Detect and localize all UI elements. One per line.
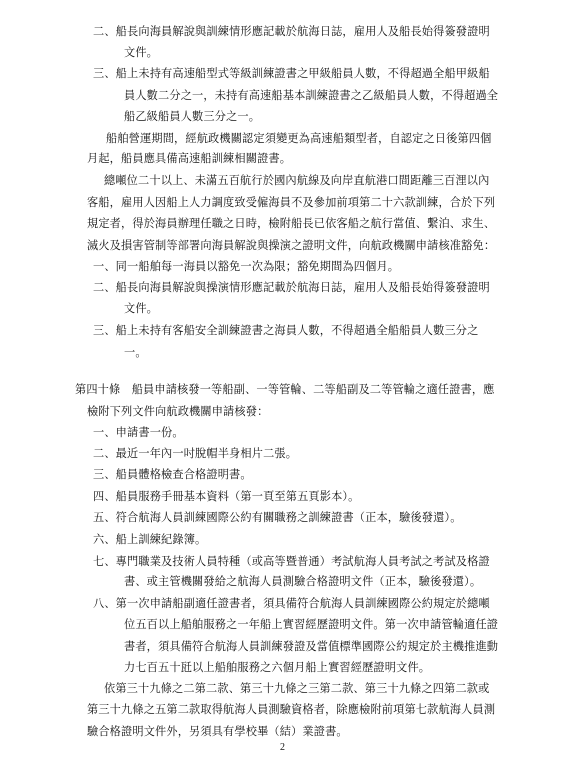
text-line: 六、船上訓練紀錄簿。	[93, 532, 207, 546]
text-line: 一、同一船舶每一海員以豁免一次為限；豁免期間為四個月。	[93, 260, 400, 274]
text-line: 一。	[124, 345, 147, 359]
text-line: 八、第一次申請船副適任證書者，須具備符合航海人員訓練國際公約規定於總噸	[93, 596, 490, 610]
text-line: 驗合格證明文件外，另須具有學校畢（結）業證書。	[87, 725, 348, 738]
text-line: 文件。	[124, 45, 159, 59]
text-line: 力七百五十瓩以上船舶服務之六個月船上實習經歷證明文件。	[124, 661, 431, 675]
text-line: 第三十九條之五第二款取得航海人員測驗資格者，除應檢附前項第七款航海人員測	[87, 703, 496, 717]
text-line: 檢附下列文件向航政機關申請核發：	[87, 404, 269, 418]
text-line: 書者，須具備符合航海人員訓練發證及當值標準國際公約規定於主機推進動	[124, 639, 499, 653]
text-line: 二、最近一年內一吋脫帽半身相片二張。	[93, 446, 298, 460]
text-line: 七、專門職業及技術人員特種（或高等暨普通）考試航海人員考試之考試及格證	[93, 554, 490, 568]
text-line: 船乙級船員人數三分之一。	[124, 110, 261, 124]
text-line: 四、船員服務手冊基本資料（第一頁至第五頁影本）。	[93, 489, 360, 503]
text-line: 位五百以上船舶服務之一年船上實習經歷證明文件。第一次申請管輪適任證	[124, 618, 499, 632]
text-line: 文件。	[124, 302, 159, 316]
text-line: 第四十條 船員申請核發一等船副、一等管輪、二等船副及二等管輪之適任證書，應	[75, 383, 495, 396]
text-line: 書、或主管機關發給之航海人員測驗合格證明文件（正本，驗後發還）。	[124, 575, 482, 589]
page-number: 2	[280, 742, 285, 753]
text-line: 三、船員體格檢查合格證明書。	[93, 468, 252, 482]
text-line: 五、符合航海人員訓練國際公約有關職務之訓練證書（正本，驗後發還）。	[93, 511, 462, 525]
text-line: 二、船長向海員解說與操演情形應記載於航海日誌，雇用人及船長始得簽發證明	[93, 280, 490, 294]
text-line: 三、船上未持有高速船型式等級訓練證書之甲級船員人數，不得超過全船甲級船	[93, 67, 490, 81]
text-line: 滅火及損害管制等部署向海員解說與操演之證明文件，向航政機關申請核准豁免：	[87, 238, 496, 252]
text-line: 一、申請書一份。	[93, 426, 184, 440]
text-line: 月起，船員應具備高速船訓練相關證書。	[87, 152, 292, 166]
text-line: 規定者，得於海員辦理任職之日時，檢附船長已依客船之航行當值、繫泊、求生、	[87, 217, 496, 231]
text-line: 客船，雇用人因船上人力調度致受僱海員不及參加前項第二十六款訓練，合於下列	[87, 195, 496, 209]
text-line: 二、船長向海員解說與訓練情形應記載於航海日誌，雇用人及船長始得簽發證明	[93, 25, 490, 38]
text-line: 三、船上未持有客船安全訓練證書之海員人數，不得超過全船船員人數三分之	[93, 323, 479, 337]
text-line: 依第三十九條之二第二款、第三十九條之三第二款、第三十九條之四第二款或	[104, 681, 490, 695]
text-line: 船舶營運期間，經航政機關認定須變更為高速船類型者，自認定之日後第四個	[106, 131, 492, 145]
text-line: 總噸位二十以上、未滿五百航行於國內航線及向岸直航港口間距離三百浬以內	[104, 174, 490, 187]
text-line: 員人數二分之一，未持有高速船基本訓練證書之乙級船員人數，不得超過全	[124, 88, 499, 102]
